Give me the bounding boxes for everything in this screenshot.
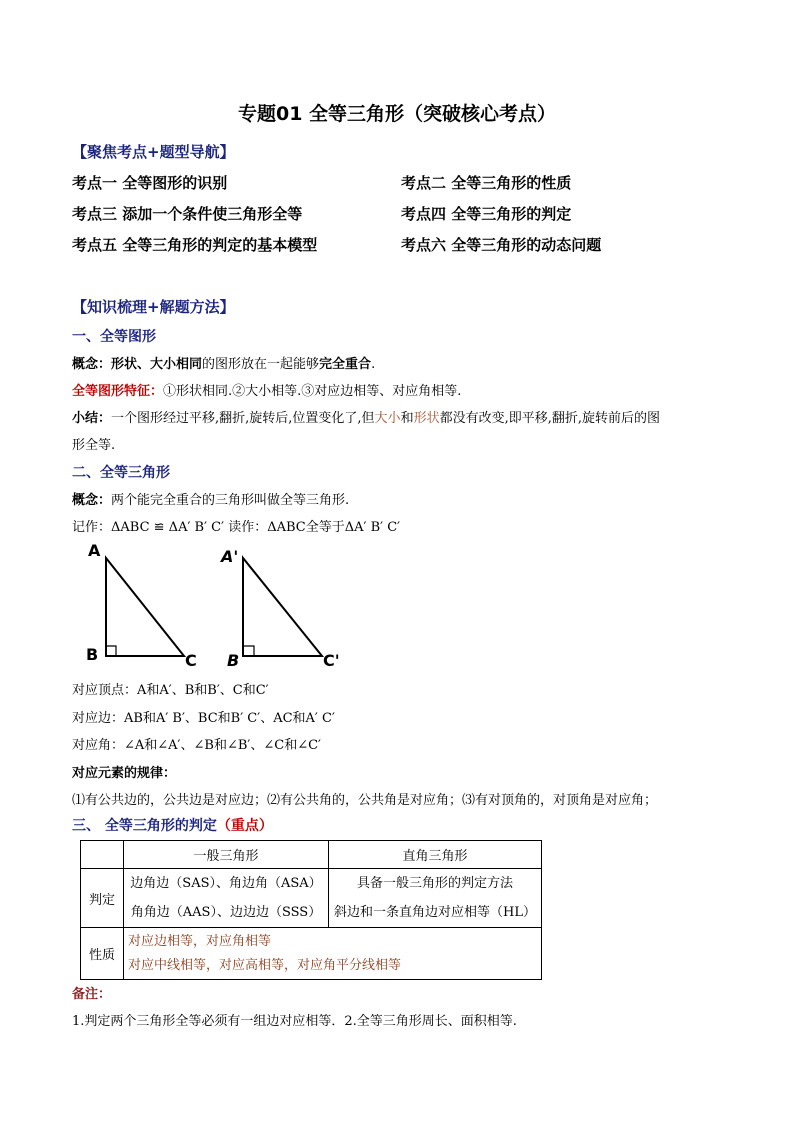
sec3-heading <box>72 815 273 835</box>
kaodian-1: 考点一 全等图形的识别 <box>72 174 228 192</box>
table-row-property <box>81 928 542 980</box>
sec2-concept-label: 概念： <box>72 493 112 508</box>
table-row2-line2: 对应中线相等，对应高相等，对应角平分线相等 <box>128 957 402 973</box>
sec1-summary-big: 大小 <box>374 411 401 426</box>
kaodian-5: 考点五 全等三角形的判定的基本模型 <box>72 236 318 254</box>
sec1-summary-label: 小结： <box>72 411 112 426</box>
table-row1-right <box>329 869 542 928</box>
triangle-abc <box>86 541 197 670</box>
triangle-a1b1c1-right-angle <box>243 646 254 656</box>
sec2-notation: 记作：ΔABC ≌ ΔA′ B′ C′ 读作：ΔABC全等于ΔA′ B′ C′ <box>72 520 401 535</box>
label-a: A <box>88 541 101 560</box>
sec1-feature <box>72 380 461 399</box>
table-corner-cell <box>81 841 124 869</box>
sec1-heading: 一、全等图形 <box>72 329 156 345</box>
table-row1-general-line1: 边角边（SAS）、角边角（ASA） <box>130 876 322 891</box>
kaodian-4: 考点四 全等三角形的判定 <box>401 205 572 223</box>
table-row1-right-line1: 具备一般三角形的判定方法 <box>356 876 513 891</box>
sec1-summary-shape: 形状 <box>413 411 440 426</box>
sec1-concept-end: . <box>371 357 376 372</box>
table-row1-label: 判定 <box>81 869 124 928</box>
sec2-heading: 二、全等三角形 <box>72 465 170 481</box>
sec3-heading-prefix: 三、 全等三角形的判定 <box>72 818 217 834</box>
table-header-general: 一般三角形 <box>124 841 329 869</box>
label-b-prime: B <box>227 651 240 670</box>
triangle-a1b1c1 <box>219 547 340 670</box>
sec1-summary-line2: 形全等. <box>72 438 116 453</box>
table-row1-general <box>124 869 329 928</box>
sec2-rule-text: ⑴有公共边的，公共边是对应边；⑵有公共角的，公共角是对应角；⑶有对顶角的，对顶角是对应角； <box>72 793 658 808</box>
knowledge-header: 【知识梳理+解题方法】 <box>72 298 235 316</box>
label-b: B <box>86 645 99 664</box>
sec2-rule-label: 对应元素的规律： <box>72 766 177 781</box>
page-title: 专题01 全等三角形（突破核心考点） <box>237 103 557 125</box>
note-text: 1.判定两个三角形全等必须有一组边对应相等．2.全等三角形周长、面积相等. <box>72 1014 517 1029</box>
sec1-concept-mid: 的图形放在一起能够 <box>202 357 320 372</box>
sec2-concept-text: 两个能完全重合的三角形叫做全等三角形. <box>111 493 350 508</box>
triangles-figure <box>80 536 360 672</box>
sec1-summary-text2: 都没有改变,即平移,翻折,旋转前后的图 <box>439 411 660 426</box>
label-a-prime: A' <box>221 547 239 566</box>
sec1-summary-and: 和 <box>400 411 414 426</box>
table-row-judge <box>81 869 542 928</box>
table-header-row <box>81 841 542 869</box>
kaodian-6: 考点六 全等三角形的动态问题 <box>401 236 602 254</box>
table-row1-general-line2: 角角边（AAS）、边边边（SSS） <box>130 905 322 920</box>
sec1-concept <box>72 353 375 372</box>
sec2-angles: 对应角：∠A和∠A′、∠B和∠B′、∠C和∠C′ <box>72 738 321 753</box>
triangle-a1b1c1-shape <box>243 558 322 656</box>
sec1-summary <box>72 407 660 426</box>
triangle-abc-shape <box>106 558 184 656</box>
kaodian-2: 考点二 全等三角形的性质 <box>401 174 572 192</box>
sec1-summary-text1: 一个图形经过平移,翻折,旋转后,位置变化了,但 <box>111 411 375 426</box>
sec1-concept-label: 概念： <box>72 357 112 372</box>
sec1-concept-bold: 形状、大小相同 <box>111 357 203 372</box>
note-label: 备注： <box>72 987 112 1002</box>
table-row2-line1: 对应边相等，对应角相等 <box>128 933 272 949</box>
sec1-feature-text: ①形状相同.②大小相等.③对应边相等、对应角相等. <box>163 384 462 399</box>
judgement-table <box>80 840 542 980</box>
sec2-concept <box>72 489 349 508</box>
kaodian-3: 考点三 添加一个条件使三角形全等 <box>72 205 303 223</box>
sec2-sides: 对应边：AB和A′ B′、BC和B′ C′、AC和A′ C′ <box>72 711 335 726</box>
sec1-concept-bold2: 完全重合 <box>319 357 372 372</box>
table-row1-right-line2: 斜边和一条直角边对应相等（HL） <box>334 905 536 920</box>
sec2-vertices: 对应顶点：A和A′、B和B′、C和C′ <box>72 683 269 698</box>
sec3-heading-suffix: （重点） <box>216 818 273 834</box>
triangle-abc-right-angle <box>106 646 116 656</box>
table-header-right: 直角三角形 <box>329 841 542 869</box>
nav-header: 【聚焦考点+题型导航】 <box>72 143 235 161</box>
table-row2-label: 性质 <box>81 928 124 980</box>
label-c: C <box>185 651 197 670</box>
label-c-prime: C' <box>323 651 340 670</box>
sec1-feature-label: 全等图形特征： <box>72 384 164 399</box>
table-row2-content <box>124 928 542 980</box>
